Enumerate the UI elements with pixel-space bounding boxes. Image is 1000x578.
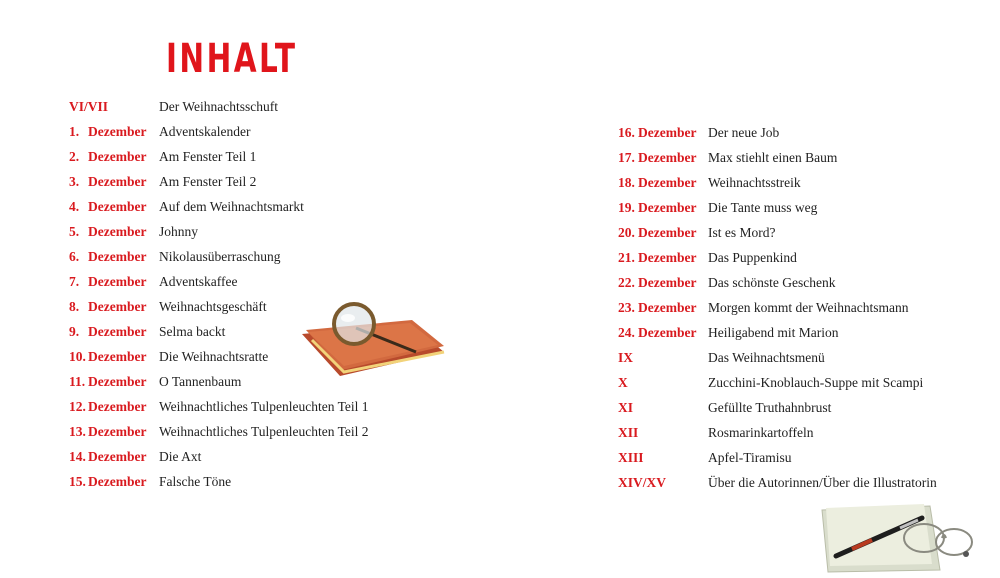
toc-number: 17. bbox=[618, 150, 635, 165]
toc-month: Dezember bbox=[88, 199, 147, 214]
toc-title: Das Puppenkind bbox=[708, 250, 797, 265]
toc-title: Heiligabend mit Marion bbox=[708, 325, 839, 340]
toc-number: X bbox=[618, 375, 628, 390]
magnifier-notebook-illustration bbox=[298, 300, 448, 380]
toc-month: Dezember bbox=[88, 174, 147, 189]
toc-title: Max stiehlt einen Baum bbox=[708, 150, 838, 165]
toc-title: Die Axt bbox=[159, 449, 202, 464]
toc-number: 6. bbox=[69, 249, 80, 264]
pen-glasses-illustration bbox=[814, 500, 976, 576]
toc-title: Selma backt bbox=[159, 324, 226, 339]
toc-number: 5. bbox=[69, 224, 80, 239]
toc-title: Am Fenster Teil 1 bbox=[159, 149, 257, 164]
toc-number: 3. bbox=[69, 174, 80, 189]
toc-month: Dezember bbox=[638, 275, 697, 290]
toc-title: Weihnachtliches Tulpenleuchten Teil 2 bbox=[159, 424, 369, 439]
toc-title: Am Fenster Teil 2 bbox=[159, 174, 257, 189]
toc-title: Falsche Töne bbox=[159, 474, 232, 489]
toc-title: Johnny bbox=[159, 224, 199, 239]
toc-number: XIV/XV bbox=[618, 475, 667, 490]
toc-title: Nikolausüberraschung bbox=[159, 249, 281, 264]
toc-month: Dezember bbox=[88, 399, 147, 414]
toc-title: Das Weihnachtsmenü bbox=[708, 350, 825, 365]
toc-month: Dezember bbox=[88, 474, 147, 489]
toc-title: Weihnachtsgeschäft bbox=[159, 299, 267, 314]
toc-title: Über die Autorinnen/Über die Illustratorin bbox=[708, 475, 937, 490]
toc-month: Dezember bbox=[638, 200, 697, 215]
toc-month: Dezember bbox=[88, 249, 147, 264]
toc-title: Rosmarinkartoffeln bbox=[708, 425, 814, 440]
toc-number: 15. bbox=[69, 474, 86, 489]
toc-month: Dezember bbox=[88, 424, 147, 439]
toc-title: Die Tante muss weg bbox=[708, 200, 818, 215]
toc-title: Der neue Job bbox=[708, 125, 780, 140]
toc-number: 13. bbox=[69, 424, 86, 439]
toc-month: Dezember bbox=[638, 175, 697, 190]
toc-month: Dezember bbox=[638, 225, 697, 240]
toc-number: 10. bbox=[69, 349, 86, 364]
toc-number: 21. bbox=[618, 250, 635, 265]
toc-number: 24. bbox=[618, 325, 635, 340]
toc-month: Dezember bbox=[88, 224, 147, 239]
toc-month: Dezember bbox=[88, 299, 147, 314]
toc-number: 2. bbox=[69, 149, 80, 164]
toc-title: Weihnachtliches Tulpenleuchten Teil 1 bbox=[159, 399, 369, 414]
toc-month: Dezember bbox=[88, 449, 147, 464]
toc-number: 18. bbox=[618, 175, 635, 190]
toc-month: Dezember bbox=[638, 125, 697, 140]
toc-title: Das schönste Geschenk bbox=[708, 275, 836, 290]
toc-number: VI/VII bbox=[69, 99, 109, 114]
toc-number: 4. bbox=[69, 199, 80, 214]
page-title: INHALT bbox=[166, 36, 298, 82]
toc-title: Adventskaffee bbox=[159, 274, 238, 289]
toc-month: Dezember bbox=[88, 124, 147, 139]
toc-title: Die Weihnachtsratte bbox=[159, 349, 269, 364]
toc-title: O Tannenbaum bbox=[159, 374, 242, 389]
toc-month: Dezember bbox=[88, 349, 147, 364]
toc-number: 9. bbox=[69, 324, 80, 339]
toc-number: 20. bbox=[618, 225, 635, 240]
toc-title: Der Weihnachtsschuft bbox=[159, 99, 279, 114]
toc-number: XI bbox=[618, 400, 634, 415]
toc-number: 14. bbox=[69, 449, 86, 464]
toc-number: 7. bbox=[69, 274, 80, 289]
toc-title: Weihnachtsstreik bbox=[708, 175, 801, 190]
toc-title: Apfel-Tiramisu bbox=[708, 450, 792, 465]
toc-title: Gefüllte Truthahnbrust bbox=[708, 400, 832, 415]
toc-title: Zucchini-Knoblauch-Suppe mit Scampi bbox=[708, 375, 924, 390]
toc-title: Adventskalender bbox=[159, 124, 251, 139]
toc-month: Dezember bbox=[638, 150, 697, 165]
toc-month: Dezember bbox=[88, 374, 147, 389]
toc-number: 1. bbox=[69, 124, 80, 139]
toc-number: 12. bbox=[69, 399, 86, 414]
toc-month: Dezember bbox=[638, 325, 697, 340]
toc-number: 22. bbox=[618, 275, 635, 290]
toc-month: Dezember bbox=[88, 149, 147, 164]
toc-title: Morgen kommt der Weihnachtsmann bbox=[708, 300, 909, 315]
toc-number: 16. bbox=[618, 125, 635, 140]
toc-month: Dezember bbox=[638, 250, 697, 265]
toc-number: 11. bbox=[69, 374, 86, 389]
toc-number: 23. bbox=[618, 300, 635, 315]
toc-number: 19. bbox=[618, 200, 635, 215]
toc-number: 8. bbox=[69, 299, 80, 314]
toc-number: XIII bbox=[618, 450, 644, 465]
toc-month: Dezember bbox=[88, 324, 147, 339]
toc-month: Dezember bbox=[638, 300, 697, 315]
toc-title: Ist es Mord? bbox=[708, 225, 776, 240]
toc-month: Dezember bbox=[88, 274, 147, 289]
toc-title: Auf dem Weihnachtsmarkt bbox=[159, 199, 304, 214]
toc-number: XII bbox=[618, 425, 639, 440]
toc-number: IX bbox=[618, 350, 634, 365]
